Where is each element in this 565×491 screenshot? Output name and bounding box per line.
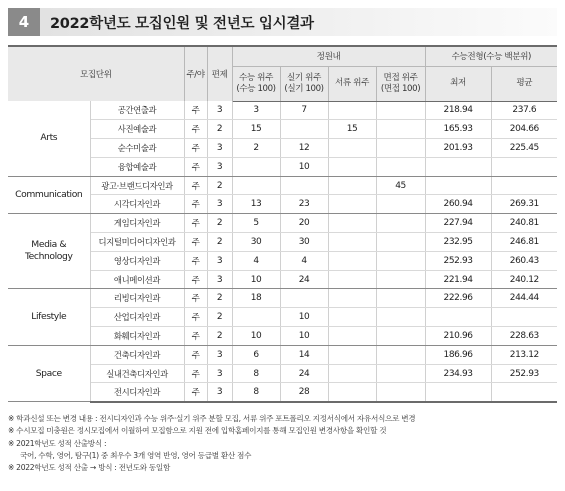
quota-cell: 3	[207, 195, 232, 214]
quota-cell: 2	[207, 233, 232, 252]
day-night-cell: 주	[184, 176, 207, 195]
dept-cell: 순수미술과	[90, 139, 184, 158]
average-cell: 244.44	[491, 289, 557, 308]
category-cell: Media & Technology	[8, 214, 90, 289]
table-row	[8, 327, 557, 346]
header-unit: 모집단위	[8, 46, 184, 101]
footnote: ※ 수시모집 미충원은 정시모집에서 이월하여 모집함으로 지원 전에 입학홈페이지를 통해 모집인원 변경사항을 확인할 것	[8, 426, 387, 436]
section-title: 2022학년도 모집인원 및 전년도 입시결과	[40, 8, 557, 36]
interview-cell	[376, 214, 425, 233]
practical-cell: 12	[280, 139, 328, 158]
average-cell: 225.45	[491, 139, 557, 158]
interview-cell	[376, 233, 425, 252]
document-cell	[328, 327, 376, 346]
csat-plan-cell	[232, 308, 280, 327]
interview-cell	[376, 289, 425, 308]
footnote: ※ 2022학년도 성적 산출 → 방식 : 전년도와 동일함	[8, 463, 170, 473]
dept-cell: 전시디자인과	[90, 383, 184, 402]
document-cell	[328, 101, 376, 120]
average-cell: 240.81	[491, 214, 557, 233]
document-cell	[328, 364, 376, 383]
csat-plan-cell: 10	[232, 270, 280, 289]
practical-cell: 7	[280, 101, 328, 120]
table-row	[8, 233, 557, 252]
interview-cell	[376, 139, 425, 158]
dept-cell: 실내건축디자인과	[90, 364, 184, 383]
highest-cell	[425, 308, 491, 327]
practical-cell: 10	[280, 308, 328, 327]
day-night-cell: 주	[184, 214, 207, 233]
table-row	[8, 364, 557, 383]
day-night-cell: 주	[184, 364, 207, 383]
table-body	[8, 101, 557, 402]
table-row	[8, 308, 557, 327]
interview-cell	[376, 101, 425, 120]
dept-cell: 공간연출과	[90, 101, 184, 120]
average-cell: 213.12	[491, 345, 557, 364]
practical-cell: 4	[280, 251, 328, 270]
footnotes	[8, 413, 557, 474]
interview-cell	[376, 120, 425, 139]
document-cell	[328, 289, 376, 308]
highest-cell: 252.93	[425, 251, 491, 270]
table-row	[8, 139, 557, 158]
practical-cell: 30	[280, 233, 328, 252]
interview-cell	[376, 345, 425, 364]
header-practical: 실기 위주 (실기 100)	[280, 66, 328, 101]
table-row	[8, 345, 557, 364]
interview-cell	[376, 383, 425, 402]
quota-cell: 3	[207, 251, 232, 270]
day-night-cell: 주	[184, 195, 207, 214]
header-csat-group: 수능전형(수능 백분위)	[425, 46, 557, 66]
highest-cell: 260.94	[425, 195, 491, 214]
practical-cell: 20	[280, 214, 328, 233]
dept-cell: 영상디자인과	[90, 251, 184, 270]
footnote: 국어, 수학, 영어, 탐구(1) 중 최우수 3개 영역 반영, 영어 등급별 환산 점수	[20, 450, 252, 460]
practical-cell: 10	[280, 327, 328, 346]
header-interview: 면접 위주 (면접 100)	[376, 66, 425, 101]
day-night-cell: 주	[184, 383, 207, 402]
average-cell: 269.31	[491, 195, 557, 214]
average-cell	[491, 176, 557, 195]
quota-cell: 3	[207, 383, 232, 402]
dept-cell: 애니메이션과	[90, 270, 184, 289]
dept-cell: 게임디자인과	[90, 214, 184, 233]
dept-cell: 화훼디자인과	[90, 327, 184, 346]
day-night-cell: 주	[184, 251, 207, 270]
interview-cell	[376, 195, 425, 214]
average-cell: 237.6	[491, 101, 557, 120]
highest-cell: 227.94	[425, 214, 491, 233]
day-night-cell: 주	[184, 327, 207, 346]
quota-cell: 2	[207, 289, 232, 308]
category-cell: Lifestyle	[8, 289, 90, 345]
quota-cell: 3	[207, 139, 232, 158]
header-day-night: 주/야	[184, 46, 207, 101]
quota-cell: 2	[207, 327, 232, 346]
quota-cell: 2	[207, 120, 232, 139]
footnote: ※ 학과신설 또는 변경 내용 : 전시디자인과 수능 위주·실기 위주 분할 모집, 서류 위주 포트폴리오 지정서식에서 자유서식으로 변경	[8, 414, 416, 423]
header-average: 평균	[491, 66, 557, 101]
document-cell	[328, 157, 376, 176]
table-row	[8, 289, 557, 308]
header-quota: 편제	[207, 46, 232, 101]
document-cell	[328, 308, 376, 327]
table-row	[8, 270, 557, 289]
day-night-cell: 주	[184, 157, 207, 176]
csat-plan-cell	[232, 176, 280, 195]
quota-cell: 3	[207, 270, 232, 289]
csat-plan-cell: 8	[232, 383, 280, 402]
practical-cell: 24	[280, 364, 328, 383]
interview-cell: 45	[376, 176, 425, 195]
day-night-cell: 주	[184, 289, 207, 308]
document-cell	[328, 195, 376, 214]
csat-plan-cell: 5	[232, 214, 280, 233]
interview-cell	[376, 270, 425, 289]
document-cell	[328, 251, 376, 270]
highest-cell: 165.93	[425, 120, 491, 139]
footnote: ※ 2021학년도 성적 산출방식 :	[8, 438, 107, 448]
quota-cell: 3	[207, 101, 232, 120]
quota-cell: 3	[207, 345, 232, 364]
table-row	[8, 176, 557, 195]
csat-plan-cell: 8	[232, 364, 280, 383]
header-admission-group: 정원내	[232, 46, 425, 66]
practical-cell: 23	[280, 195, 328, 214]
table-row	[8, 101, 557, 120]
table-row	[8, 195, 557, 214]
highest-cell: 234.93	[425, 364, 491, 383]
highest-cell	[425, 383, 491, 402]
practical-cell: 10	[280, 157, 328, 176]
highest-cell	[425, 157, 491, 176]
category-cell: Communication	[8, 176, 90, 214]
highest-cell: 218.94	[425, 101, 491, 120]
document-cell	[328, 214, 376, 233]
highest-cell: 222.96	[425, 289, 491, 308]
document-cell: 15	[328, 120, 376, 139]
header-csat-plan: 수능 위주 (수능 100)	[232, 66, 280, 101]
day-night-cell: 주	[184, 270, 207, 289]
day-night-cell: 주	[184, 308, 207, 327]
practical-cell	[280, 289, 328, 308]
highest-cell: 201.93	[425, 139, 491, 158]
table-row	[8, 214, 557, 233]
document-cell	[328, 270, 376, 289]
document-cell	[328, 176, 376, 195]
dept-cell: 디지털미디어디자인과	[90, 233, 184, 252]
average-cell	[491, 157, 557, 176]
average-cell: 252.93	[491, 364, 557, 383]
dept-cell: 산업디자인과	[90, 308, 184, 327]
dept-cell: 사진예술과	[90, 120, 184, 139]
practical-cell: 14	[280, 345, 328, 364]
section-header	[8, 8, 557, 36]
category-cell: Space	[8, 345, 90, 401]
header-document: 서류 위주	[328, 66, 376, 101]
average-cell	[491, 308, 557, 327]
average-cell: 260.43	[491, 251, 557, 270]
document-cell	[328, 139, 376, 158]
csat-plan-cell: 18	[232, 289, 280, 308]
day-night-cell: 주	[184, 139, 207, 158]
dept-cell: 리빙디자인과	[90, 289, 184, 308]
practical-cell: 28	[280, 383, 328, 402]
csat-plan-cell: 4	[232, 251, 280, 270]
csat-plan-cell: 3	[232, 101, 280, 120]
csat-plan-cell: 13	[232, 195, 280, 214]
csat-plan-cell: 15	[232, 120, 280, 139]
interview-cell	[376, 364, 425, 383]
dept-cell: 융합예술과	[90, 157, 184, 176]
table-row	[8, 120, 557, 139]
average-cell	[491, 383, 557, 402]
practical-cell	[280, 176, 328, 195]
highest-cell: 221.94	[425, 270, 491, 289]
day-night-cell: 주	[184, 120, 207, 139]
csat-plan-cell: 10	[232, 327, 280, 346]
day-night-cell: 주	[184, 233, 207, 252]
document-cell	[328, 345, 376, 364]
dept-cell: 광고·브랜드디자인과	[90, 176, 184, 195]
highest-cell: 186.96	[425, 345, 491, 364]
quota-cell: 3	[207, 157, 232, 176]
table-row	[8, 251, 557, 270]
average-cell: 228.63	[491, 327, 557, 346]
highest-cell: 232.95	[425, 233, 491, 252]
day-night-cell: 주	[184, 345, 207, 364]
average-cell: 204.66	[491, 120, 557, 139]
table-row	[8, 157, 557, 176]
csat-plan-cell: 6	[232, 345, 280, 364]
interview-cell	[376, 251, 425, 270]
quota-cell: 2	[207, 214, 232, 233]
interview-cell	[376, 157, 425, 176]
average-cell: 246.81	[491, 233, 557, 252]
section-number: 4	[8, 8, 40, 36]
document-cell	[328, 233, 376, 252]
csat-plan-cell: 2	[232, 139, 280, 158]
header-highest: 최저	[425, 66, 491, 101]
highest-cell: 210.96	[425, 327, 491, 346]
average-cell: 240.12	[491, 270, 557, 289]
quota-cell: 3	[207, 364, 232, 383]
csat-plan-cell	[232, 157, 280, 176]
practical-cell: 24	[280, 270, 328, 289]
admission-table	[8, 45, 557, 403]
interview-cell	[376, 308, 425, 327]
practical-cell	[280, 120, 328, 139]
highest-cell	[425, 176, 491, 195]
interview-cell	[376, 327, 425, 346]
quota-cell: 2	[207, 308, 232, 327]
table-row	[8, 383, 557, 402]
dept-cell: 건축디자인과	[90, 345, 184, 364]
quota-cell: 2	[207, 176, 232, 195]
day-night-cell: 주	[184, 101, 207, 120]
csat-plan-cell: 30	[232, 233, 280, 252]
category-cell: Arts	[8, 101, 90, 176]
dept-cell: 시각디자인과	[90, 195, 184, 214]
document-cell	[328, 383, 376, 402]
